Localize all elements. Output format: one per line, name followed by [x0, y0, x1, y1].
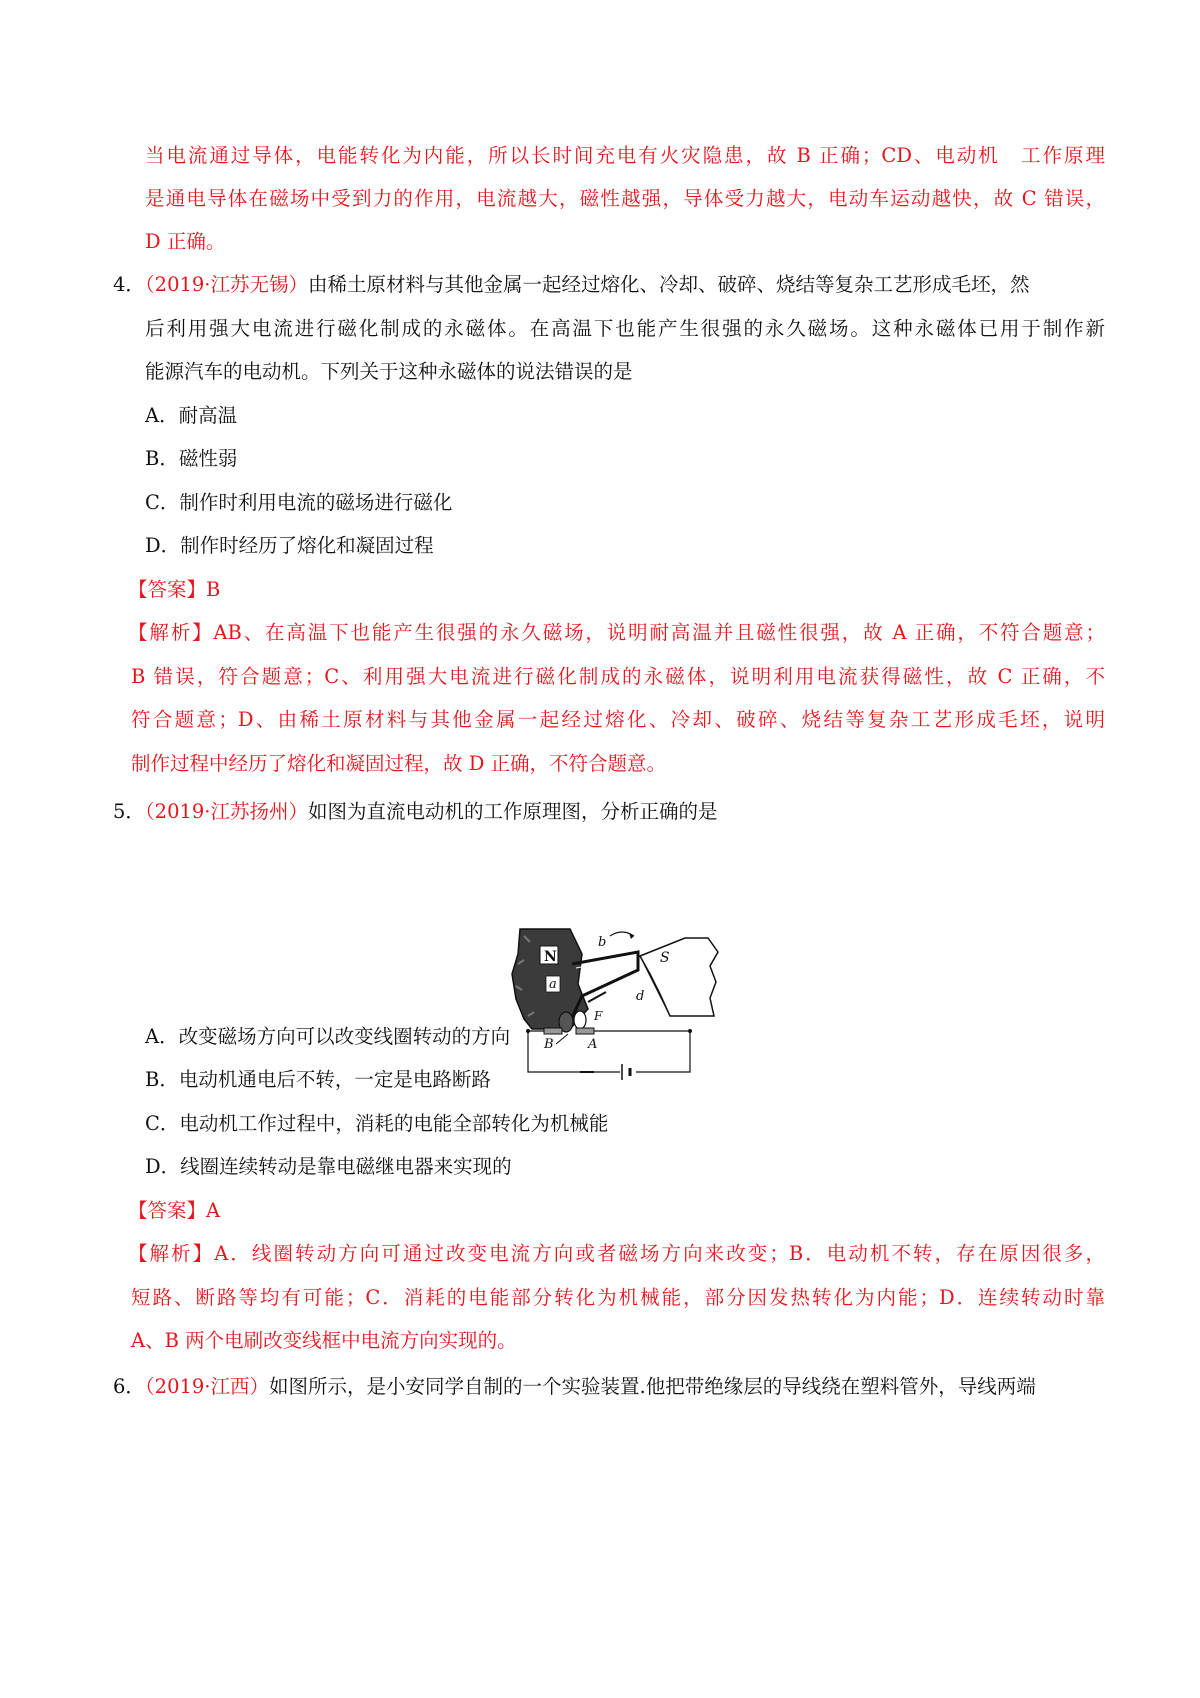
q4-option-b: B．磁性弱: [145, 447, 238, 470]
q5-option-b: B．电动机通电后不转，一定是电路断路: [145, 1068, 491, 1091]
coil-side-a-label: a: [549, 977, 557, 992]
q5-source: （2019·江苏扬州）: [144, 800, 308, 823]
q3-analysis-line-2: 是通电导体在磁场中受到力的作用，电流越大，磁性越强，导体受力越大，电动车运动越快，故 C 错误，: [145, 187, 1105, 210]
brush-f-label: F: [594, 1009, 603, 1023]
q3-analysis-line-3: D 正确。: [145, 230, 226, 253]
q4-answer: 【答案】B: [128, 578, 221, 601]
q6-source: （2019·江西）: [144, 1375, 269, 1398]
q4-stem-text-1: 由稀土原材料与其他金属一起经过熔化、冷却、破碎、烧结等复杂工艺形成毛坯，然: [308, 273, 1030, 296]
q4-number: 4．: [113, 273, 145, 296]
q6-stem-text: 如图所示，是小安同学自制的一个实验装置.他把带绝缘层的导线绕在塑料管外，导线两端: [269, 1375, 1036, 1398]
q4-source: （2019·江苏无锡）: [144, 273, 308, 296]
north-label: N: [544, 949, 557, 965]
q4-analysis-line-3: 符合题意；D、由稀土原材料与其他金属一起经过熔化、冷却、破碎、烧结等复杂工艺形成毛坯，说明: [131, 708, 1105, 731]
coil-side-b-label: b: [598, 935, 607, 950]
q3-analysis-line-1: 当电流通过导体，电能转化为内能，所以长时间充电有火灾隐患，故 B 正确；CD、电动机 工作原理: [145, 144, 1105, 167]
q4-option-c: C．制作时利用电流的磁场进行磁化: [145, 491, 453, 514]
q6-stem-line: [113, 1372, 1105, 1402]
south-label: S: [660, 950, 670, 966]
q6-number: 6．: [113, 1375, 145, 1398]
q4-option-a: A．耐高温: [145, 404, 238, 427]
dc-motor-diagram: [510, 924, 725, 1082]
q4-stem-line-2: 后利用强大电流进行磁化制成的永磁体。在高温下也能产生很强的永久磁场。这种永磁体已用于制作新: [145, 317, 1105, 340]
q5-answer: 【答案】A: [128, 1199, 221, 1222]
q5-number: 5．: [113, 800, 145, 823]
q4-analysis-line-2: B 错误，符合题意；C、利用强大电流进行磁化制成的永磁体，说明利用电流获得磁性，故 C 正确，不: [131, 665, 1105, 688]
q5-option-d: D．线圈连续转动是靠电磁继电器来实现的: [145, 1155, 512, 1178]
south-pole-magnet: [640, 938, 718, 1016]
q4-analysis-line-4: 制作过程中经历了熔化和凝固过程，故 D 正确，不符合题意。: [131, 752, 667, 775]
q4-analysis-line-1: 【解析】AB、在高温下也能产生很强的永久磁场，说明耐高温并且磁性很强，故 A 正确，不符合题意；: [128, 621, 1105, 644]
brush-a-label: A: [588, 1037, 598, 1052]
q5-option-a: A．改变磁场方向可以改变线圈转动的方向: [145, 1025, 511, 1048]
q4-option-d: D．制作时经历了熔化和凝固过程: [145, 534, 434, 557]
q4-stem-line-1: [113, 270, 1105, 300]
q5-stem-text: 如图为直流电动机的工作原理图，分析正确的是: [308, 800, 718, 823]
coil-side-d-label: d: [636, 989, 645, 1004]
q5-analysis-line-1: 【解析】A．线圈转动方向可通过改变电流方向或者磁场方向来改变；B．电动机不转，存在原因很多，: [128, 1242, 1105, 1265]
brush-b-label: B: [544, 1037, 554, 1052]
q5-option-c: C．电动机工作过程中，消耗的电能全部转化为机械能: [145, 1112, 609, 1135]
q5-analysis-line-2: 短路、断路等均有可能；C．消耗的电能部分转化为机械能，部分因发热转化为内能；D．连续转动时靠: [131, 1286, 1105, 1309]
q5-stem-line: [113, 797, 1105, 827]
q4-stem-line-3: 能源汽车的电动机。下列关于这种永磁体的说法错误的是: [145, 360, 633, 383]
q5-analysis-line-3: A、B 两个电刷改变线框中电流方向实现的。: [131, 1329, 517, 1352]
